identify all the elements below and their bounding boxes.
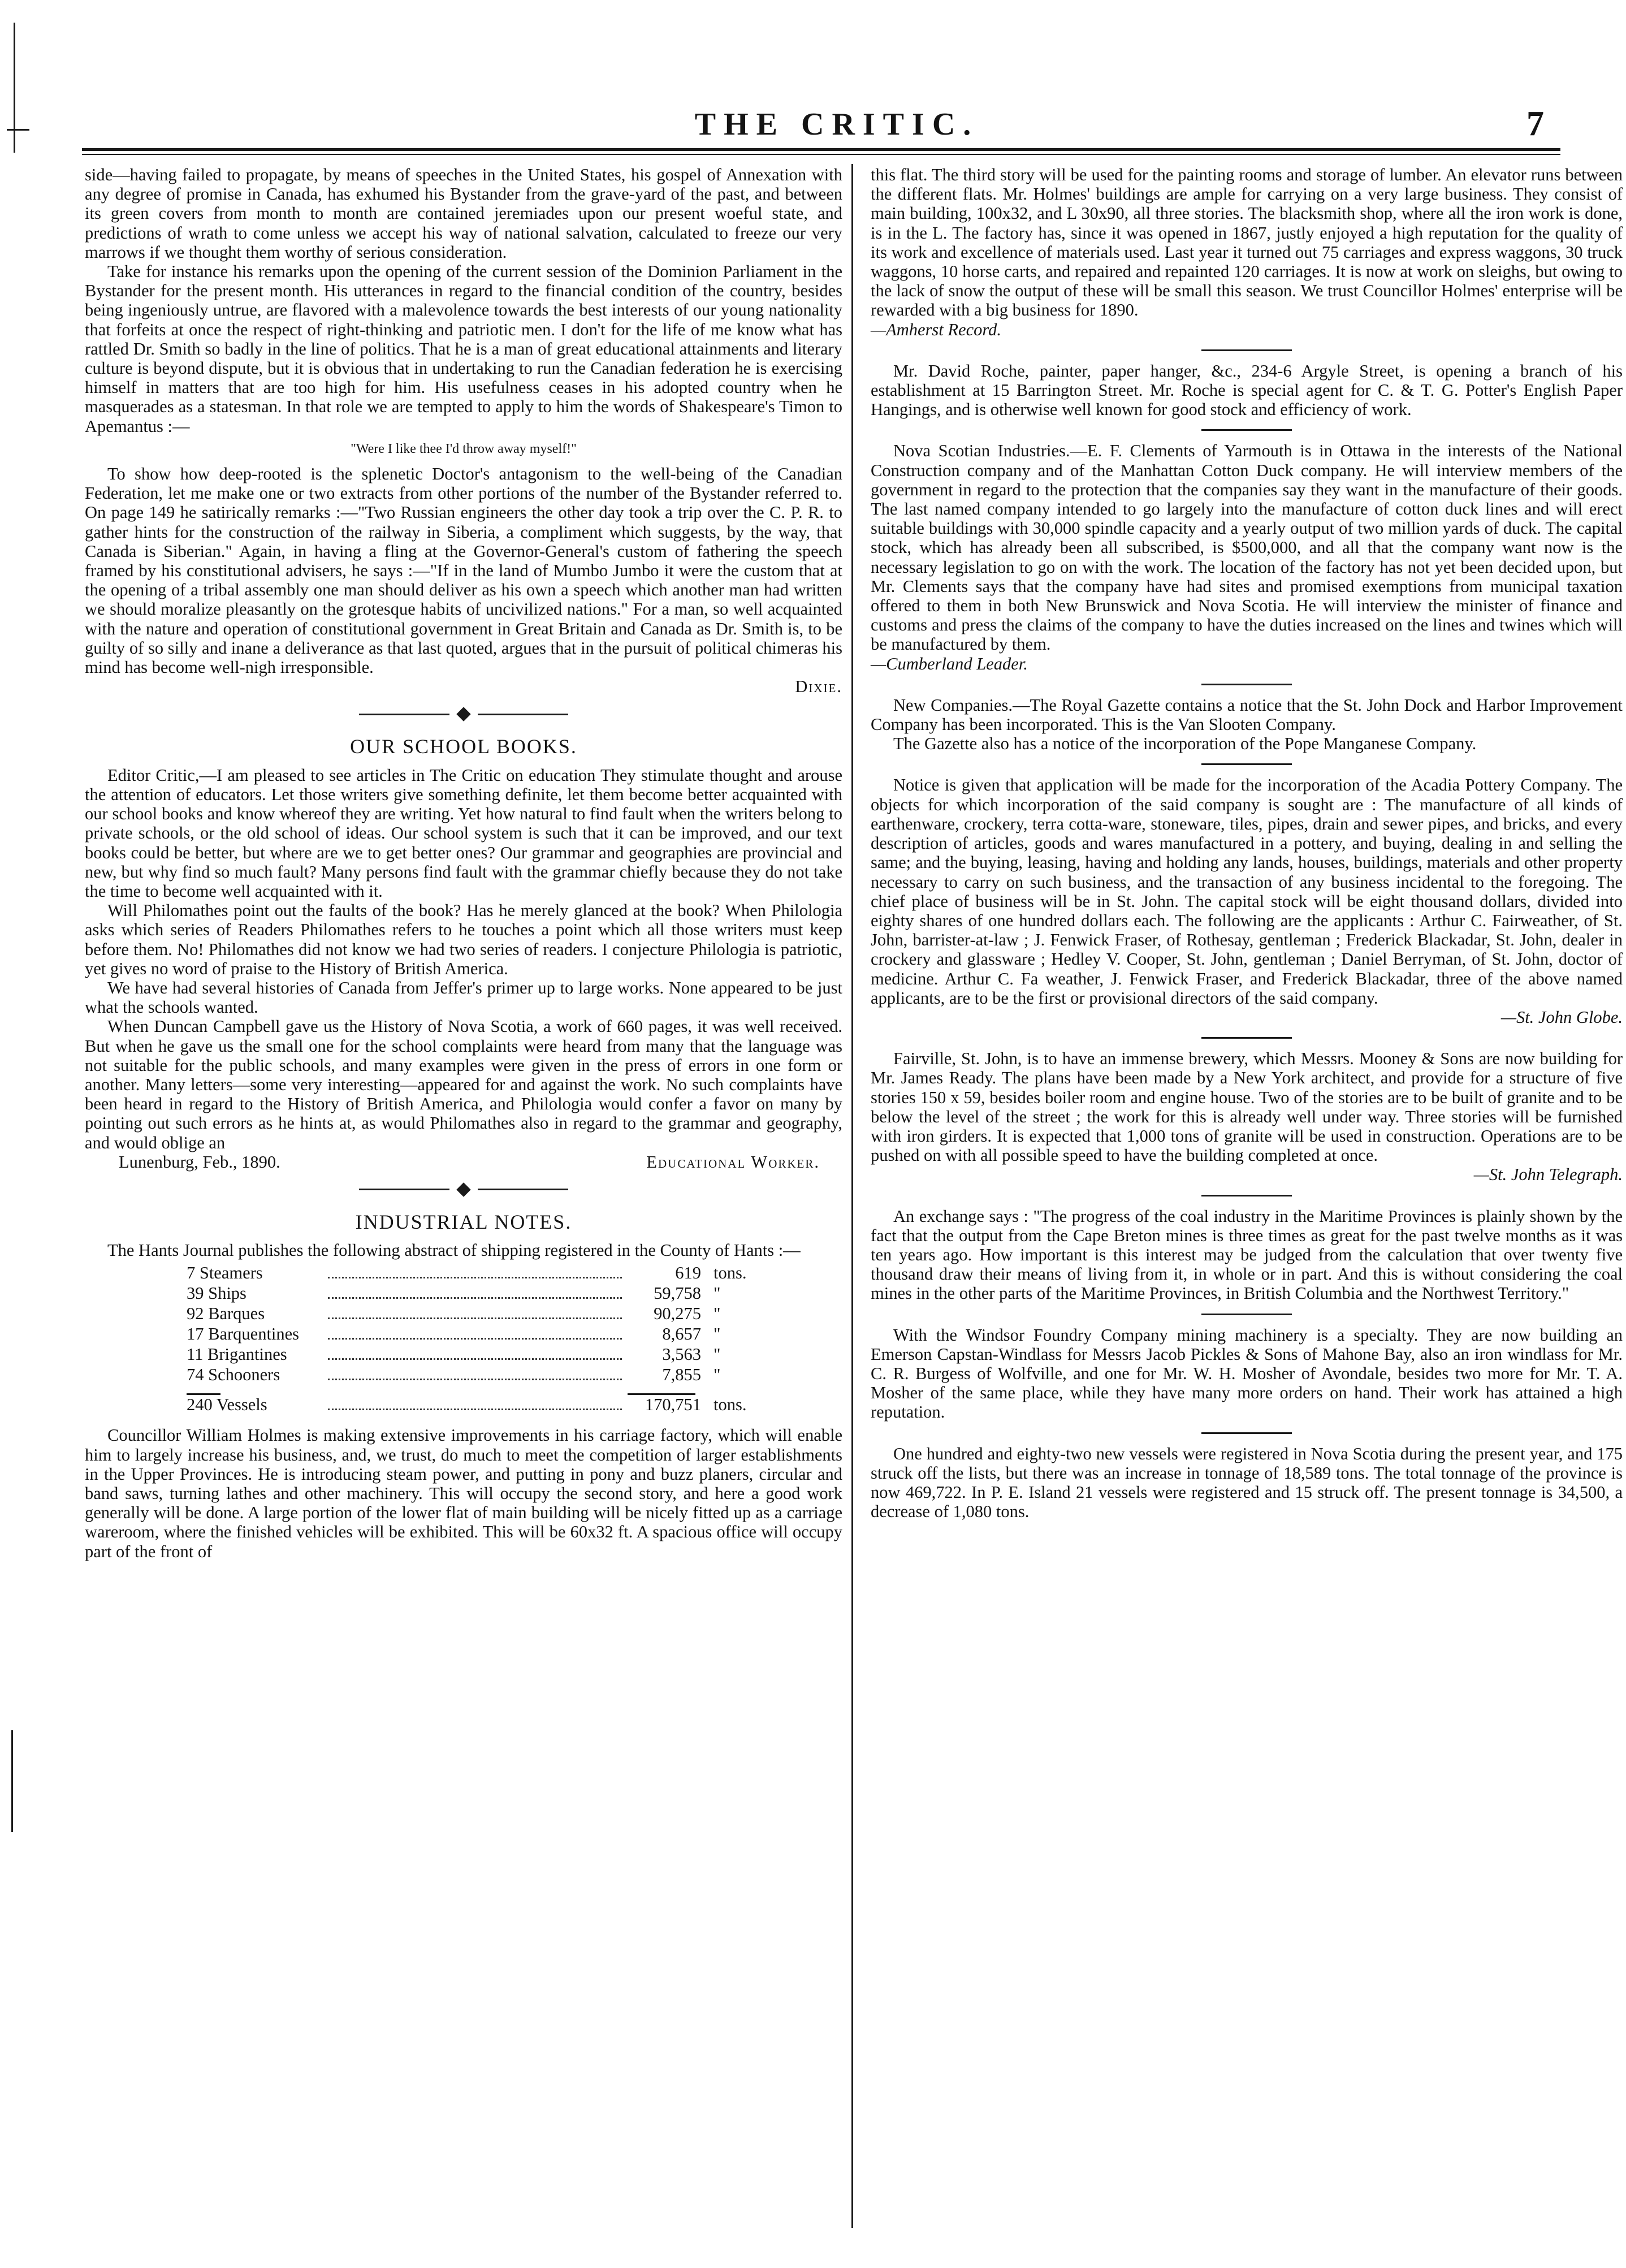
header-rule-thin [82,154,1560,155]
article-paragraph: An exchange says : "The progress of the coal industry in the Maritime Provinces is plainly shown by the fact that the output from the Cape Breton mines is three times as great for the past twelve months as it was ten years ago. How important is this interest may be judged from the calculation that over twenty five thousand draw their means of living from it, in whole or in part. And this is without considering the coal mines in the other parts of the Maritime Provinces, in British Columbia and the Northwest Territory." [871,1206,1623,1303]
letter-signature [85,1152,842,1172]
total-rule [187,1385,695,1395]
article-paragraph: The Hants Journal publishes the following abstract of shipping registered in the County of Hants :— [107,1241,801,1260]
letter-paragraph: Editor Critic,—I am pleased to see articles in The Critic on education They stimulate thought and arouse the attention of educators. Let those writers give something definite, let them become better acquainted with our school books and know whereof they are writing. Yet how natural to find fault when the writers belong to private schools, or the old school of ideas. Our school system is such that it can be improved, and our text books could be better, but where are we to get better ones? Our grammar and geographies are provincial and new, but why find so much fault? Many persons find fault with the grammar chiefly because they do not take the time to become well acquainted with it. [85,765,842,901]
row-value: 3,563 [662,1345,701,1364]
total-unit: tons. [713,1395,747,1415]
table-row [85,1365,842,1385]
article-paragraph: Fairville, St. John, is to have an immense brewery, which Messrs. Mooney & Sons are now building for Mr. James Ready. The plans have been made by a New York architect, and provide for a structure of five stories 150 x 59, besides boiler room and engine house. Two of the stories are to be built of granite and to be below the level of the street ; the work for this is already well under way. Three stories will be furnished with iron girders. It is expected that 1,000 tons of granite will be used in construction. Operations are to be pushed on with all possible speed to have the building completed at once. [871,1049,1623,1165]
item-separator [1201,1195,1292,1196]
article-paragraph: To show how deep-rooted is the splenetic Doctor's antagonism to the well-being of the Canadian Federation, let me make one or two extracts from other portions of the number of the Bystander referred to. On page 149 he satirically remarks :—"Two Russian engineers the other day took a trip over the C. P. R. to gather hints for the construction of the railway in Siberia, a compliment which suggests, by the way, that Canada is Siberian." Again, in having a fling at the Governor-General's custom of fathering the speech framed by his constitutional advisers, he says :—"If in the land of Mumbo Jumbo it were the custom that at the opening of a tribal assembly one man should deliver as his own a speech which another man had written we should moralize pleasantly on the grotesque habits of uncivilized nations." For a man, so well acquainted with the nature and operation of constitutional government in Great Britain and Canada as Dr. Smith is, to be guilty of so silly and inane a deliverance as that last quoted, argues that in the pursuit of political chimeras his mind has become well-nigh irresponsible. [85,464,842,677]
item-separator [1201,684,1292,685]
article-paragraph: this flat. The third story will be used for the painting rooms and storage of lumber. An elevator runs between the different flats. Mr. Holmes' buildings are ample for carrying on a very large business. They consist of main building, 100x32, and L 30x90, all three stories. The blacksmith shop, where all the iron work is done, is in the L. The factory has, since it was opened in 1867, justly enjoyed a high reputation for the quality of its work and excellence of materials used. Last year it turned out 75 carriages and express waggons, 30 truck waggons, 10 horse carts, and repaired and repainted 120 carriages. It is now at work on sleighs, but owing to the lack of snow the output of these will be small this season. We trust Councillor Holmes' enterprise will be rewarded with a big business for 1890. [871,165,1623,320]
article-paragraph: One hundred and eighty-two new vessels were registered in Nova Scotia during the present year, and 175 struck off the lists, but there was an increase in tonnage of 18,589 tons. The total tonnage of the province is now 469,722. In P. E. Island 21 vessels were registered and 15 struck off. The present tonnage is 34,500, a decrease of 1,080 tons. [871,1444,1623,1522]
source-credit: —St. John Telegraph. [1473,1165,1623,1185]
letter-paragraph: We have had several histories of Canada from Jeffer's primer up to large works. None appeared to be just what the schools wanted. [85,978,842,1017]
row-unit: tons. [713,1263,747,1283]
row-unit: " [713,1284,721,1303]
section-heading: OUR SCHOOL BOOKS. [350,735,577,758]
row-label: 92 Barques [187,1304,265,1324]
signature: Dixie. [795,677,842,697]
row-value: 90,275 [654,1304,701,1324]
header-rule [82,148,1560,151]
article-paragraph: Nova Scotian Industries.—E. F. Clements of Yarmouth is in Ottawa in the interests of the National Construction company and of the Manhattan Cotton Duck company. He will interview members of the government in regard to the protection that the companies say they want in the manufacture of their goods. The last named company intended to go largely into the manufacture of cotton duck lines and will erect suitable buildings with 30,000 spindle capacity and a yearly output of two million yards of duck. The capital stock, which has already been all subscribed, is $500,000, and all that the company want now is the necessary legislation to go on with the work. The location of the factory has not yet been decided upon, but Mr. Clements says that the company have had sites and promised exemptions from municipal taxation offered to them in both New Brunswick and Nova Scotia. He will interview the minister of finance and customs and press the claims of the company to have the duties increased on the lines and twines which will be manufactured by them. [871,441,1623,654]
table-row [85,1284,842,1304]
left-column [85,165,842,1561]
total-label: 240 Vessels [187,1395,267,1415]
row-unit: " [713,1304,721,1324]
item-separator [1201,1037,1292,1039]
column-divider [851,164,853,2228]
right-column [871,165,1623,1521]
row-value: 59,758 [654,1284,701,1303]
article-paragraph: The Gazette also has a notice of the incorporation of the Pope Manganese Company. [893,734,1477,754]
article-paragraph: Mr. David Roche, painter, paper hanger, &c., 234-6 Argyle Street, is opening a branch of his establishment at 15 Barrington Street. Mr. Roche is special agent for C. & T. G. Potter's English Paper Hangings, and is otherwise well known for good stock and efficiency of work. [871,361,1623,420]
row-unit: " [713,1324,721,1344]
table-row [85,1345,842,1365]
shakespeare-quote: "Were I like thee I'd throw away myself!" [351,441,577,456]
table-row [85,1304,842,1324]
item-separator [1201,1432,1292,1434]
section-ornament [85,1177,842,1202]
source-credit: —Cumberland Leader. [871,654,1028,673]
row-label: 17 Barquentines [187,1324,300,1344]
section-ornament [85,702,842,727]
table-row [85,1324,842,1345]
article-paragraph: With the Windsor Foundry Company mining machinery is a specialty. They are now building an Emerson Capstan-Windlass for Messrs Jacob Pickles & Sons of Mahone Bay, also an iron windlass for Mr. C. R. Burgess of Wolfville, and one for Mr. W. H. Mosher of Avondale, besides two more for Mr. T. A. Mosher of the same place, while they have many more orders on hand. Their work has attained a high reputation. [871,1325,1623,1422]
article-paragraph: Notice is given that application will be made for the incorporation of the Acadia Pottery Company. The objects for which incorporation of the said company is sought are : The manufacture of all kinds of earthenware, crockery, terra cotta-ware, stoneware, tiles, pipes, drain and sewer pipes, and bricks, and every description of articles, goods and wares manufactured in a pottery, and buying, dealing in and selling the same; and the buying, leasing, having and holding any lands, houses, buildings, materials and other property necessary to carry on such business, and the transaction of any business incidental to the foregoing. The chief place of business will be in St. John. The capital stock will be eight thousand dollars, divided into eighty shares of one hundred dollars each. The following are the applicants : Arthur C. Fairweather, of St. John, barrister-at-law ; J. Fenwick Fraser, of Rothesay, gentleman ; Frederick Blackadar, St. John, dealer in crockery and glassware ; Hedley V. Cooper, St. John, gentleman ; Daniel Berryman, of St. John, doctor of medicine. Arthur C. Fa weather, J. Fenwick Fraser, and Frederick Blackadar, three of the above named applicants, are to be the first or provisional directors of the said company. [871,775,1623,1008]
masthead-title: THE CRITIC. [694,107,979,142]
item-separator [1201,1314,1292,1315]
article-paragraph: side—having failed to propagate, by means of speeches in the United States, his gospel of Annexation with any degree of promise in Canada, has exhumed his Bystander from the grave-yard of the past, and between its green covers from month to month are contained jeremiades upon our present woeful state, and predictions of wrath to come unless we accept his way of national salvation, calculated to freeze our very marrows if we thought them worthy of serious consideration. [85,165,842,262]
binding-mark [14,23,15,153]
shipping-table [85,1263,842,1415]
table-total-row [85,1395,842,1415]
source-credit: —St. John Globe. [1500,1007,1623,1027]
section-heading: INDUSTRIAL NOTES. [355,1210,572,1233]
row-label: 74 Schooners [187,1365,280,1385]
row-label: 11 Brigantines [187,1345,287,1364]
item-separator [1201,763,1292,765]
row-label: 7 Steamers [187,1263,263,1283]
total-value: 170,751 [645,1395,701,1415]
letter-place-date: Lunenburg, Feb., 1890. [119,1152,280,1172]
source-credit: —Amherst Record. [871,319,1001,339]
table-row [85,1263,842,1284]
row-label: 39 Ships [187,1284,247,1303]
article-paragraph: Councillor William Holmes is making extensive improvements in his carriage factory, which will enable him to largely increase his business, and, we trust, do much to meet the competition of larger establishments in the Upper Provinces. He is introducing steam power, and putting in pony and buzz planers, circular and band saws, turning lathes and other machinery. This will occupy the second story, and here a good work generally will be done. A large portion of the lower flat of main building will be nicely fitted up as a carriage wareroom, where the finished vehicles will be exhibited. This will be 60x32 ft. A spacious office will occupy part of the front of [85,1425,842,1561]
row-unit: " [713,1345,721,1364]
row-value: 7,855 [662,1365,701,1385]
letter-paragraph: When Duncan Campbell gave us the History of Nova Scotia, a work of 660 pages, it was well received. But when he gave us the small one for the school complaints were heard from many that the language was not suitable for the public schools, and many examples were given in the press of errors in one form or another. Many letters—some very interesting—appeared for and against the work. No such complaints have been heard in regard to the History of British America, and Philologia would confer a favor on many by pointing out such errors as he hints at, as would Philomathes also in regard to the grammar and geography, and would oblige an [85,1017,842,1152]
binding-mark [11,1730,13,1832]
article-paragraph: New Companies.—The Royal Gazette contains a notice that the St. John Dock and Harbor Improvement Company has been incorporated. This is the Van Slooten Company. [871,695,1623,735]
binding-mark [7,129,29,131]
item-separator [1201,429,1292,431]
row-value: 8,657 [662,1324,701,1344]
row-value: 619 [675,1263,701,1283]
page-number: 7 [1526,105,1544,143]
row-unit: " [713,1365,721,1385]
letter-paragraph: Will Philomathes point out the faults of the book? Has he merely glanced at the book? When Philologia asks which series of Readers Philomathes refers to he touches a point which all those writers must keep before them. No! Philomathes did not know we had two series of readers. I conjecture Philologia is patriotic, yet gives no word of praise to the History of British America. [85,901,842,978]
article-paragraph: Take for instance his remarks upon the opening of the current session of the Dominion Parliament in the Bystander for the present month. His utterances in regard to the financial condition of the country, besides being ingeniously untrue, are flavored with a malevolence towards the best interests of our young nationality that forfeits at once the respect of right-thinking and patriotic men. I don't for the life of me know what has rattled Dr. Smith so badly in the line of politics. That he is a man of great educational attainments and literary culture is beyond dispute, but it is obvious that in undertaking to run the Canadian federation he is exercising himself in matters that are too high for him. His usefulness ceases in his adopted country when he masquerades as a statesman. In that role we are tempted to apply to him the words of Shakespeare's Timon to Apemantus :— [85,262,842,436]
letter-author: Educational Worker. [646,1152,820,1172]
item-separator [1201,349,1292,351]
